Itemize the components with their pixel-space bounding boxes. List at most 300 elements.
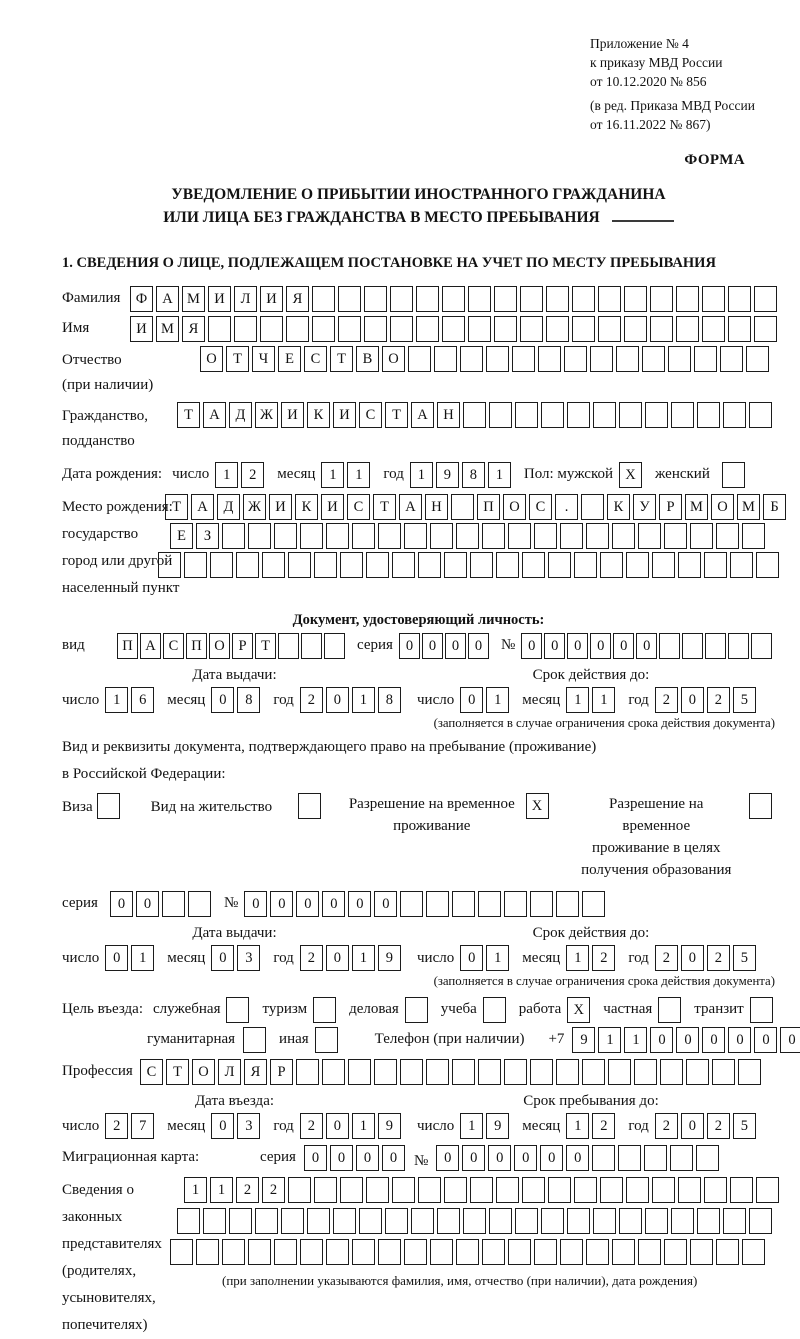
char-cell[interactable]	[586, 1239, 609, 1265]
char-cell[interactable]: 2	[300, 687, 323, 713]
char-cell[interactable]: Я	[244, 1059, 267, 1085]
char-cell[interactable]: Т	[385, 402, 408, 428]
char-cell[interactable]	[619, 402, 642, 428]
char-cell[interactable]	[608, 1059, 631, 1085]
char-cell[interactable]: К	[295, 494, 318, 520]
purpose-official-checkbox[interactable]	[226, 997, 249, 1023]
char-cell[interactable]	[312, 286, 335, 312]
char-cell[interactable]	[416, 316, 439, 342]
char-cell[interactable]: 0	[681, 1113, 704, 1139]
char-cell[interactable]	[728, 633, 749, 659]
purpose-other-checkbox[interactable]	[315, 1027, 338, 1053]
char-cell[interactable]: 0	[460, 687, 483, 713]
char-cell[interactable]	[574, 1177, 597, 1203]
char-cell[interactable]	[723, 1208, 746, 1234]
char-cell[interactable]: С	[304, 346, 327, 372]
char-cell[interactable]	[463, 1208, 486, 1234]
char-cell[interactable]: 0	[488, 1145, 511, 1171]
char-cell[interactable]	[416, 286, 439, 312]
char-cell[interactable]	[697, 402, 720, 428]
char-cell[interactable]: 0	[296, 891, 319, 917]
char-cell[interactable]: О	[209, 633, 230, 659]
char-cell[interactable]: 1	[352, 1113, 375, 1139]
char-cell[interactable]	[508, 523, 531, 549]
char-cell[interactable]: 0	[211, 687, 234, 713]
char-cell[interactable]: 0	[211, 1113, 234, 1139]
char-cell[interactable]	[624, 316, 647, 342]
char-cell[interactable]	[676, 316, 699, 342]
char-cell[interactable]	[749, 1208, 772, 1234]
char-cell[interactable]: З	[196, 523, 219, 549]
char-cell[interactable]	[598, 286, 621, 312]
char-cell[interactable]	[697, 1208, 720, 1234]
char-cell[interactable]	[312, 316, 335, 342]
char-cell[interactable]: 2	[236, 1177, 259, 1203]
char-cell[interactable]: М	[685, 494, 708, 520]
char-cell[interactable]: 2	[105, 1113, 128, 1139]
char-cell[interactable]	[300, 523, 323, 549]
char-cell[interactable]: И	[281, 402, 304, 428]
char-cell[interactable]	[690, 523, 713, 549]
char-cell[interactable]	[278, 633, 299, 659]
char-cell[interactable]: А	[411, 402, 434, 428]
char-cell[interactable]: 6	[131, 687, 154, 713]
char-cell[interactable]	[742, 1239, 765, 1265]
char-cell[interactable]	[704, 1177, 727, 1203]
char-cell[interactable]: 9	[572, 1027, 595, 1053]
char-cell[interactable]: А	[156, 286, 179, 312]
char-cell[interactable]	[556, 891, 579, 917]
char-cell[interactable]	[556, 1059, 579, 1085]
char-cell[interactable]	[690, 1239, 713, 1265]
char-cell[interactable]: 1	[131, 945, 154, 971]
char-cell[interactable]: 0	[304, 1145, 327, 1171]
char-cell[interactable]	[385, 1208, 408, 1234]
char-cell[interactable]	[548, 552, 571, 578]
char-cell[interactable]: Р	[270, 1059, 293, 1085]
char-cell[interactable]	[340, 552, 363, 578]
char-cell[interactable]: Т	[177, 402, 200, 428]
char-cell[interactable]	[720, 346, 743, 372]
char-cell[interactable]: 8	[462, 462, 485, 488]
char-cell[interactable]: 0	[326, 1113, 349, 1139]
char-cell[interactable]	[624, 286, 647, 312]
purpose-business-checkbox[interactable]	[405, 997, 428, 1023]
char-cell[interactable]: И	[260, 286, 283, 312]
char-cell[interactable]: 2	[592, 1113, 615, 1139]
char-cell[interactable]: О	[503, 494, 526, 520]
char-cell[interactable]: И	[208, 286, 231, 312]
residence-permit-checkbox[interactable]	[298, 793, 321, 819]
char-cell[interactable]	[756, 552, 779, 578]
char-cell[interactable]	[359, 1208, 382, 1234]
char-cell[interactable]	[352, 1239, 375, 1265]
char-cell[interactable]	[520, 286, 543, 312]
char-cell[interactable]	[504, 891, 527, 917]
char-cell[interactable]	[541, 1208, 564, 1234]
char-cell[interactable]	[668, 346, 691, 372]
char-cell[interactable]	[262, 552, 285, 578]
char-cell[interactable]: 0	[590, 633, 611, 659]
char-cell[interactable]	[671, 402, 694, 428]
char-cell[interactable]: 0	[356, 1145, 379, 1171]
char-cell[interactable]: Н	[425, 494, 448, 520]
char-cell[interactable]	[520, 316, 543, 342]
char-cell[interactable]: 0	[540, 1145, 563, 1171]
char-cell[interactable]	[616, 346, 639, 372]
char-cell[interactable]: 1	[598, 1027, 621, 1053]
char-cell[interactable]	[378, 523, 401, 549]
char-cell[interactable]: 1	[486, 687, 509, 713]
char-cell[interactable]: 9	[378, 945, 401, 971]
char-cell[interactable]	[444, 1177, 467, 1203]
char-cell[interactable]: Я	[286, 286, 309, 312]
char-cell[interactable]	[686, 1059, 709, 1085]
char-cell[interactable]: 0	[676, 1027, 699, 1053]
char-cell[interactable]	[723, 402, 746, 428]
char-cell[interactable]	[333, 1208, 356, 1234]
char-cell[interactable]	[170, 1239, 193, 1265]
char-cell[interactable]	[468, 316, 491, 342]
char-cell[interactable]	[300, 1239, 323, 1265]
char-cell[interactable]	[468, 286, 491, 312]
char-cell[interactable]	[400, 1059, 423, 1085]
char-cell[interactable]	[442, 286, 465, 312]
char-cell[interactable]	[582, 891, 605, 917]
char-cell[interactable]	[626, 1177, 649, 1203]
char-cell[interactable]	[374, 1059, 397, 1085]
char-cell[interactable]	[638, 1239, 661, 1265]
char-cell[interactable]	[670, 1145, 693, 1171]
char-cell[interactable]: 0	[566, 1145, 589, 1171]
char-cell[interactable]	[704, 552, 727, 578]
char-cell[interactable]	[712, 1059, 735, 1085]
char-cell[interactable]	[592, 1145, 615, 1171]
char-cell[interactable]	[314, 552, 337, 578]
char-cell[interactable]	[222, 1239, 245, 1265]
char-cell[interactable]: 1	[184, 1177, 207, 1203]
char-cell[interactable]: Ф	[130, 286, 153, 312]
char-cell[interactable]: 2	[655, 1113, 678, 1139]
char-cell[interactable]: 0	[462, 1145, 485, 1171]
purpose-transit-checkbox[interactable]	[750, 997, 773, 1023]
char-cell[interactable]	[574, 552, 597, 578]
char-cell[interactable]: 0	[330, 1145, 353, 1171]
char-cell[interactable]: 0	[136, 891, 159, 917]
char-cell[interactable]	[638, 523, 661, 549]
char-cell[interactable]: Д	[217, 494, 240, 520]
char-cell[interactable]	[564, 346, 587, 372]
char-cell[interactable]	[352, 523, 375, 549]
char-cell[interactable]	[203, 1208, 226, 1234]
char-cell[interactable]: 1	[347, 462, 370, 488]
char-cell[interactable]: Р	[659, 494, 682, 520]
char-cell[interactable]	[210, 552, 233, 578]
char-cell[interactable]	[288, 1177, 311, 1203]
char-cell[interactable]: 2	[655, 945, 678, 971]
char-cell[interactable]	[288, 552, 311, 578]
char-cell[interactable]: 0	[468, 633, 489, 659]
char-cell[interactable]	[418, 1177, 441, 1203]
char-cell[interactable]: 2	[655, 687, 678, 713]
char-cell[interactable]	[460, 346, 483, 372]
char-cell[interactable]	[612, 1239, 635, 1265]
char-cell[interactable]	[411, 1208, 434, 1234]
char-cell[interactable]: И	[269, 494, 292, 520]
char-cell[interactable]: О	[711, 494, 734, 520]
char-cell[interactable]	[404, 1239, 427, 1265]
char-cell[interactable]: Б	[763, 494, 786, 520]
char-cell[interactable]: 0	[780, 1027, 800, 1053]
char-cell[interactable]	[208, 316, 231, 342]
char-cell[interactable]	[716, 523, 739, 549]
char-cell[interactable]	[645, 402, 668, 428]
char-cell[interactable]	[541, 402, 564, 428]
char-cell[interactable]: 2	[707, 687, 730, 713]
char-cell[interactable]: 0	[702, 1027, 725, 1053]
char-cell[interactable]: 2	[592, 945, 615, 971]
char-cell[interactable]: Л	[218, 1059, 241, 1085]
char-cell[interactable]: 0	[322, 891, 345, 917]
char-cell[interactable]: 9	[436, 462, 459, 488]
char-cell[interactable]	[581, 494, 604, 520]
char-cell[interactable]: М	[737, 494, 760, 520]
char-cell[interactable]: О	[382, 346, 405, 372]
char-cell[interactable]	[430, 523, 453, 549]
char-cell[interactable]: О	[192, 1059, 215, 1085]
char-cell[interactable]	[590, 346, 613, 372]
char-cell[interactable]	[366, 1177, 389, 1203]
char-cell[interactable]: А	[203, 402, 226, 428]
char-cell[interactable]: И	[321, 494, 344, 520]
char-cell[interactable]: К	[607, 494, 630, 520]
char-cell[interactable]	[478, 891, 501, 917]
char-cell[interactable]	[664, 1239, 687, 1265]
char-cell[interactable]	[301, 633, 322, 659]
char-cell[interactable]	[705, 633, 726, 659]
char-cell[interactable]	[418, 552, 441, 578]
char-cell[interactable]: 0	[521, 633, 542, 659]
char-cell[interactable]	[496, 552, 519, 578]
char-cell[interactable]	[260, 316, 283, 342]
char-cell[interactable]	[593, 1208, 616, 1234]
char-cell[interactable]	[378, 1239, 401, 1265]
char-cell[interactable]	[274, 1239, 297, 1265]
char-cell[interactable]	[188, 891, 211, 917]
rvp-education-checkbox[interactable]	[749, 793, 772, 819]
char-cell[interactable]: 0	[399, 633, 420, 659]
char-cell[interactable]: 1	[566, 687, 589, 713]
char-cell[interactable]: С	[529, 494, 552, 520]
char-cell[interactable]	[582, 1059, 605, 1085]
char-cell[interactable]: Ж	[243, 494, 266, 520]
char-cell[interactable]	[196, 1239, 219, 1265]
char-cell[interactable]	[338, 316, 361, 342]
rvp-checkbox[interactable]: X	[526, 793, 549, 819]
sex-female-checkbox[interactable]	[722, 462, 745, 488]
char-cell[interactable]: 0	[514, 1145, 537, 1171]
purpose-study-checkbox[interactable]	[483, 997, 506, 1023]
char-cell[interactable]	[546, 286, 569, 312]
char-cell[interactable]	[456, 1239, 479, 1265]
char-cell[interactable]: 0	[445, 633, 466, 659]
char-cell[interactable]	[593, 402, 616, 428]
char-cell[interactable]	[634, 1059, 657, 1085]
char-cell[interactable]	[716, 1239, 739, 1265]
char-cell[interactable]	[324, 633, 345, 659]
char-cell[interactable]	[560, 1239, 583, 1265]
char-cell[interactable]: М	[156, 316, 179, 342]
char-cell[interactable]	[644, 1145, 667, 1171]
char-cell[interactable]	[600, 1177, 623, 1203]
char-cell[interactable]: 2	[300, 945, 323, 971]
char-cell[interactable]	[538, 346, 561, 372]
char-cell[interactable]	[442, 316, 465, 342]
char-cell[interactable]: Л	[234, 286, 257, 312]
char-cell[interactable]	[486, 346, 509, 372]
char-cell[interactable]: Р	[232, 633, 253, 659]
char-cell[interactable]: 1	[321, 462, 344, 488]
char-cell[interactable]: Я	[182, 316, 205, 342]
char-cell[interactable]: И	[333, 402, 356, 428]
char-cell[interactable]: 0	[650, 1027, 673, 1053]
char-cell[interactable]	[751, 633, 772, 659]
char-cell[interactable]: 0	[636, 633, 657, 659]
char-cell[interactable]: Е	[278, 346, 301, 372]
char-cell[interactable]: С	[359, 402, 382, 428]
char-cell[interactable]	[508, 1239, 531, 1265]
char-cell[interactable]	[274, 523, 297, 549]
char-cell[interactable]	[426, 891, 449, 917]
char-cell[interactable]	[444, 552, 467, 578]
char-cell[interactable]	[612, 523, 635, 549]
char-cell[interactable]: 0	[211, 945, 234, 971]
char-cell[interactable]	[749, 402, 772, 428]
char-cell[interactable]	[738, 1059, 761, 1085]
char-cell[interactable]: 1	[460, 1113, 483, 1139]
char-cell[interactable]	[184, 552, 207, 578]
char-cell[interactable]: 2	[300, 1113, 323, 1139]
char-cell[interactable]	[296, 1059, 319, 1085]
char-cell[interactable]: Т	[255, 633, 276, 659]
char-cell[interactable]	[314, 1177, 337, 1203]
char-cell[interactable]: П	[477, 494, 500, 520]
char-cell[interactable]	[408, 346, 431, 372]
char-cell[interactable]	[694, 346, 717, 372]
char-cell[interactable]	[404, 523, 427, 549]
char-cell[interactable]: 0	[326, 687, 349, 713]
char-cell[interactable]	[400, 891, 423, 917]
char-cell[interactable]	[248, 1239, 271, 1265]
char-cell[interactable]: 2	[707, 945, 730, 971]
char-cell[interactable]	[530, 891, 553, 917]
char-cell[interactable]: 2	[262, 1177, 285, 1203]
char-cell[interactable]	[456, 523, 479, 549]
char-cell[interactable]: 2	[241, 462, 264, 488]
char-cell[interactable]: 9	[378, 1113, 401, 1139]
char-cell[interactable]	[392, 1177, 415, 1203]
char-cell[interactable]	[494, 316, 517, 342]
char-cell[interactable]: Ж	[255, 402, 278, 428]
char-cell[interactable]	[530, 1059, 553, 1085]
char-cell[interactable]: Т	[226, 346, 249, 372]
char-cell[interactable]	[390, 316, 413, 342]
char-cell[interactable]	[452, 891, 475, 917]
char-cell[interactable]	[730, 1177, 753, 1203]
char-cell[interactable]: С	[347, 494, 370, 520]
char-cell[interactable]	[567, 402, 590, 428]
char-cell[interactable]	[496, 1177, 519, 1203]
char-cell[interactable]	[682, 633, 703, 659]
char-cell[interactable]: 0	[728, 1027, 751, 1053]
char-cell[interactable]: 0	[105, 945, 128, 971]
char-cell[interactable]	[652, 1177, 675, 1203]
char-cell[interactable]: Т	[373, 494, 396, 520]
sex-male-checkbox[interactable]: X	[619, 462, 642, 488]
char-cell[interactable]	[234, 316, 257, 342]
char-cell[interactable]	[645, 1208, 668, 1234]
char-cell[interactable]	[567, 1208, 590, 1234]
char-cell[interactable]	[678, 552, 701, 578]
char-cell[interactable]: 0	[544, 633, 565, 659]
char-cell[interactable]: 0	[567, 633, 588, 659]
purpose-tourism-checkbox[interactable]	[313, 997, 336, 1023]
char-cell[interactable]	[754, 316, 777, 342]
visa-checkbox[interactable]	[97, 793, 120, 819]
char-cell[interactable]: Д	[229, 402, 252, 428]
char-cell[interactable]	[650, 286, 673, 312]
char-cell[interactable]	[494, 286, 517, 312]
char-cell[interactable]	[451, 494, 474, 520]
char-cell[interactable]	[307, 1208, 330, 1234]
char-cell[interactable]	[522, 552, 545, 578]
char-cell[interactable]: 3	[237, 945, 260, 971]
char-cell[interactable]	[659, 633, 680, 659]
char-cell[interactable]: В	[356, 346, 379, 372]
char-cell[interactable]: 1	[566, 945, 589, 971]
char-cell[interactable]: А	[191, 494, 214, 520]
char-cell[interactable]	[560, 523, 583, 549]
char-cell[interactable]: К	[307, 402, 330, 428]
char-cell[interactable]: 0	[436, 1145, 459, 1171]
char-cell[interactable]: 5	[733, 945, 756, 971]
char-cell[interactable]: 1	[210, 1177, 233, 1203]
char-cell[interactable]: Т	[330, 346, 353, 372]
char-cell[interactable]: 0	[681, 687, 704, 713]
char-cell[interactable]	[478, 1059, 501, 1085]
char-cell[interactable]: 9	[486, 1113, 509, 1139]
char-cell[interactable]: А	[399, 494, 422, 520]
char-cell[interactable]: 1	[352, 945, 375, 971]
char-cell[interactable]	[586, 523, 609, 549]
char-cell[interactable]	[676, 286, 699, 312]
char-cell[interactable]	[281, 1208, 304, 1234]
char-cell[interactable]	[619, 1208, 642, 1234]
char-cell[interactable]: О	[200, 346, 223, 372]
char-cell[interactable]	[348, 1059, 371, 1085]
char-cell[interactable]	[366, 552, 389, 578]
char-cell[interactable]: Е	[170, 523, 193, 549]
char-cell[interactable]: Т	[165, 494, 188, 520]
char-cell[interactable]	[534, 1239, 557, 1265]
char-cell[interactable]	[426, 1059, 449, 1085]
char-cell[interactable]: А	[140, 633, 161, 659]
char-cell[interactable]	[452, 1059, 475, 1085]
char-cell[interactable]	[512, 346, 535, 372]
char-cell[interactable]	[489, 402, 512, 428]
char-cell[interactable]	[546, 316, 569, 342]
char-cell[interactable]: 0	[326, 945, 349, 971]
